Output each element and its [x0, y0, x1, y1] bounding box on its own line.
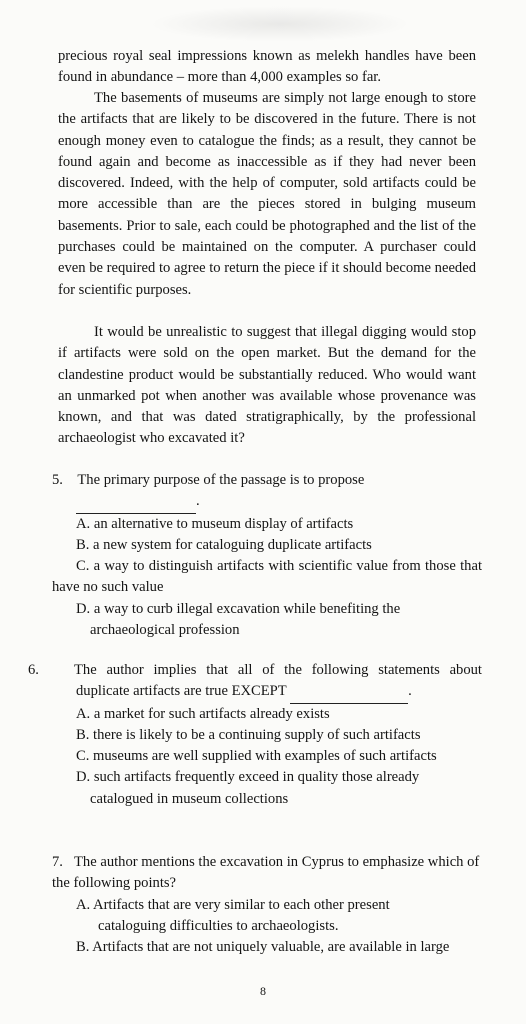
option-a-continued-text: cataloguing difficulties to archaeologists.	[98, 917, 339, 934]
option-d-continued-text: catalogued in museum collections	[90, 790, 289, 807]
question-5	[52, 470, 482, 641]
option-b: B. a new system for cataloguing duplicate artifacts	[76, 536, 372, 553]
answer-blank-line	[52, 491, 482, 513]
stem-period: .	[196, 493, 200, 510]
question-7	[52, 852, 482, 958]
question-6	[28, 660, 482, 810]
question-number: 6.	[28, 662, 39, 678]
question-stem	[52, 470, 482, 491]
option-d: D. such artifacts frequently exceed in quality those already	[76, 769, 420, 786]
passage-paragraph-2: The basements of museums are simply not large enough to store the artifacts that are likely to be discovered in the future. There is not enough money even to catalogue the finds; as a result, they cannot be found again and become as inaccessible as if they had never been discovered. Indeed, with the help of computer, sold artifacts could be more accessible than are the pieces stored in bulging museum basements. Prior to sale, each could be photographed and the list of the purchases could be maintained on the computer. A purchaser could even be required to agree to return the piece if it should become needed for scientific purposes.	[58, 90, 476, 298]
option-d-continued	[52, 789, 482, 810]
option-d-continued	[52, 620, 482, 641]
option-a: A. a market for such artifacts already exists	[76, 705, 330, 722]
answer-blank	[290, 681, 408, 703]
scan-smudge	[150, 6, 410, 42]
option-d-continued-text: archaeological profession	[90, 622, 240, 639]
option-c: C. museums are well supplied with examples of such artifacts	[76, 748, 437, 765]
page-number: 8	[260, 984, 266, 998]
option-a: A. Artifacts that are very similar to each other present	[76, 896, 390, 913]
option-a: A. an alternative to museum display of artifacts	[76, 515, 354, 532]
answer-blank	[76, 491, 196, 513]
question-stem	[28, 660, 482, 704]
option-d: D. a way to curb illegal excavation while benefiting the	[76, 600, 401, 617]
passage-paragraph-1: precious royal seal impressions known as melekh handles have been found in abundance – more than 4,000 examples so far.	[58, 48, 476, 86]
question-text: The author mentions the excavation in Cyprus to emphasize which of the following points?	[52, 854, 480, 892]
stem-period: .	[408, 683, 412, 700]
passage-paragraph-3: It would be unrealistic to suggest that illegal digging would stop if artifacts were sold on the open market. But the demand for the clandestine product would be substantially reduced. Who would want an unmarked pot when another was available whose provenance was known, and that was dated stratigraphically, by the professional archaeologist who excavated it?	[58, 324, 476, 447]
option-b: B. there is likely to be a continuing supply of such artifacts	[76, 726, 421, 743]
option-a-continued	[52, 916, 482, 937]
question-number: 7.	[52, 854, 63, 870]
question-number: 5.	[52, 472, 63, 488]
option-c: C. a way to distinguish artifacts with scientific value from those that have no such value	[52, 558, 482, 596]
question-text: The author implies that all of the following statements about duplicate artifacts are true EXCEPT	[74, 662, 482, 700]
question-text: The primary purpose of the passage is to propose	[77, 472, 365, 488]
option-b: B. Artifacts that are not uniquely valuable, are available in large	[76, 939, 450, 956]
question-stem	[52, 852, 482, 895]
